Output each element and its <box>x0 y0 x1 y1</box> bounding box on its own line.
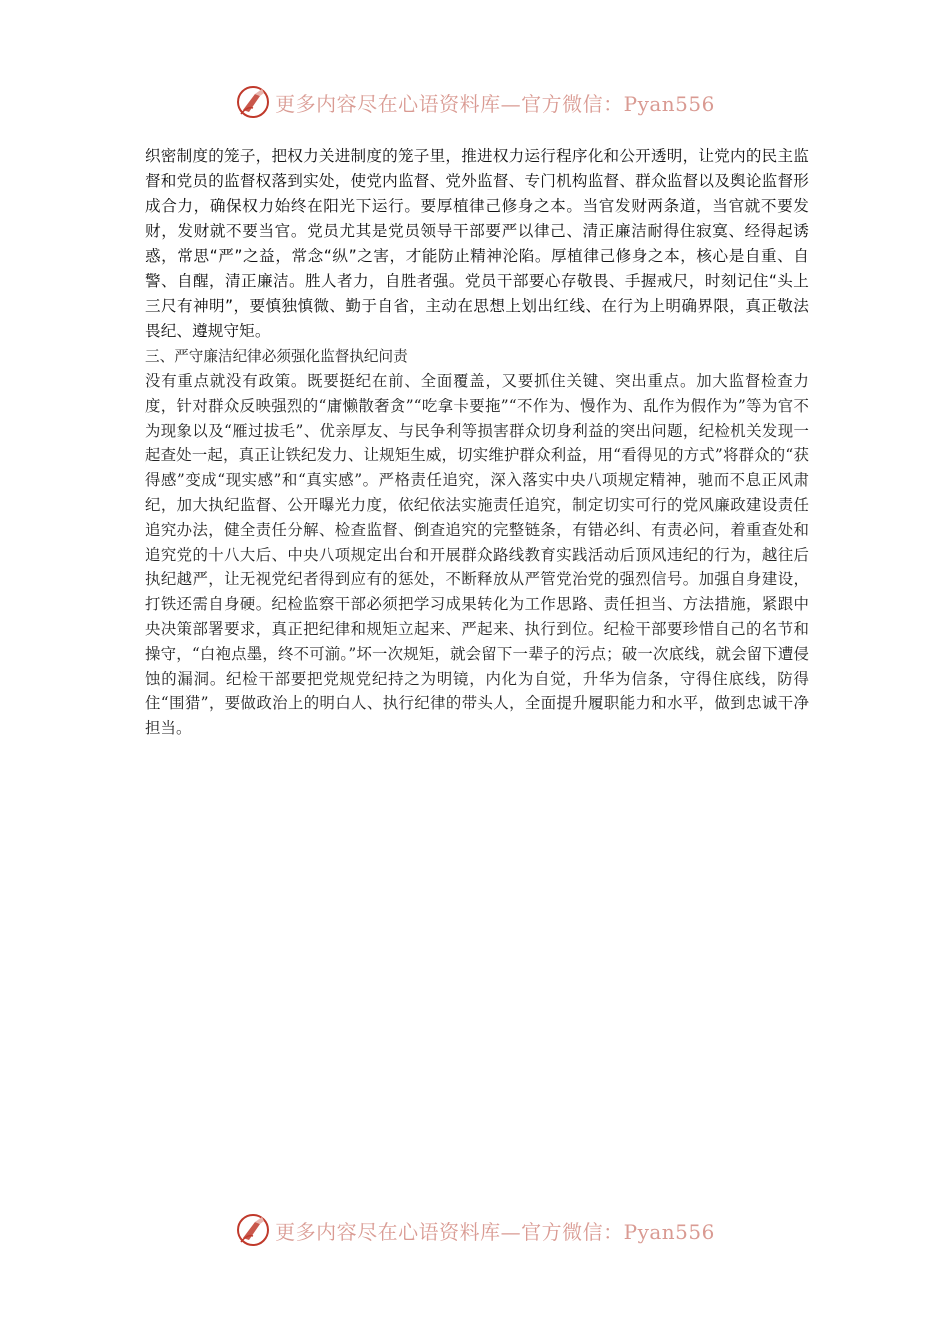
watermark-group <box>235 1212 715 1248</box>
header-watermark <box>0 82 950 122</box>
watermark-group <box>235 84 715 120</box>
document-body <box>145 144 809 741</box>
watermark-text: 更多内容尽在心语资料库—官方微信：Pyan556 <box>275 91 715 116</box>
section-heading: 三、严守廉洁纪律必须强化监督执纪问责 <box>145 348 408 365</box>
pen-nib-logo-icon <box>235 1212 271 1248</box>
footer-watermark <box>0 1210 950 1250</box>
pen-nib-logo-icon <box>235 84 271 120</box>
paragraph-party-supervision: 织密制度的笼子，把权力关进制度的笼子里，推进权力运行程序化和公开透明，让党内的民主监督和党员的监督权落到实处，使党内监督、党外监督、专门机构监督、群众监督以及舆论监督形成合力，确保权力始终在阳光下运行。要厚植律己修身之本。当官发财两条道，当官就不要发财，发财就不要当官。党员尤其是党员领导干部要严以律己、清正廉洁耐得住寂寞、经得起诱惑，常思“严”之益，常念“纵”之害，才能防止精神沦陷。厚植律己修身之本，核心是自重、自警、自醒，清正廉洁。胜人者力，自胜者强。党员干部要心存敬畏、手握戒尺，时刻记住“头上三尺有神明”，要慎独慎微、勤于自省，主动在思想上划出红线、在行为上明确界限，真正敬法畏纪、遵规守矩。 <box>145 147 809 340</box>
watermark-text: 更多内容尽在心语资料库—官方微信：Pyan556 <box>275 1219 715 1244</box>
paragraph-discipline-enforcement: 没有重点就没有政策。既要挺纪在前、全面覆盖，又要抓住关键、突出重点。加大监督检查力度，针对群众反映强烈的“庸懒散奢贪”“吃拿卡要拖”“不作为、慢作为、乱作为假作为”等为官不为现象以及“雁过拔毛”、优亲厚友、与民争利等损害群众切身利益的突出问题，纪检机关发现一起查处一起，真正让铁纪发力、让规矩生威，切实维护群众利益，用“看得见的方式”将群众的“获得感”变成“现实感”和“真实感”。严格责任追究，深入落实中央八项规定精神，驰而不息正风肃纪，加大执纪监督、公开曝光力度，依纪依法实施责任追究，制定切实可行的党风廉政建设责任追究办法，健全责任分解、检查监督、倒查追究的完整链条，有错必纠、有责必问，着重查处和追究党的十八大后、中央八项规定出台和开展群众路线教育实践活动后顶风违纪的行为，越往后执纪越严，让无视党纪者得到应有的惩处，不断释放从严管党治党的强烈信号。加强自身建设，打铁还需自身硬。纪检监察干部必须把学习成果转化为工作思路、责任担当、方法措施，紧跟中央决策部署要求，真正把纪律和规矩立起来、严起来、执行到位。纪检干部要珍惜自己的名节和操守，“白袍点墨，终不可湔。”坏一次规矩，就会留下一辈子的污点；破一次底线，就会留下遭侵蚀的漏洞。纪检干部要把党规党纪持之为明镜，内化为自觉，升华为信条，守得住底线，防得住“围猎”，要做政治上的明白人、执行纪律的带头人，全面提升履职能力和水平，做到忠诚干净担当。 <box>145 372 809 738</box>
